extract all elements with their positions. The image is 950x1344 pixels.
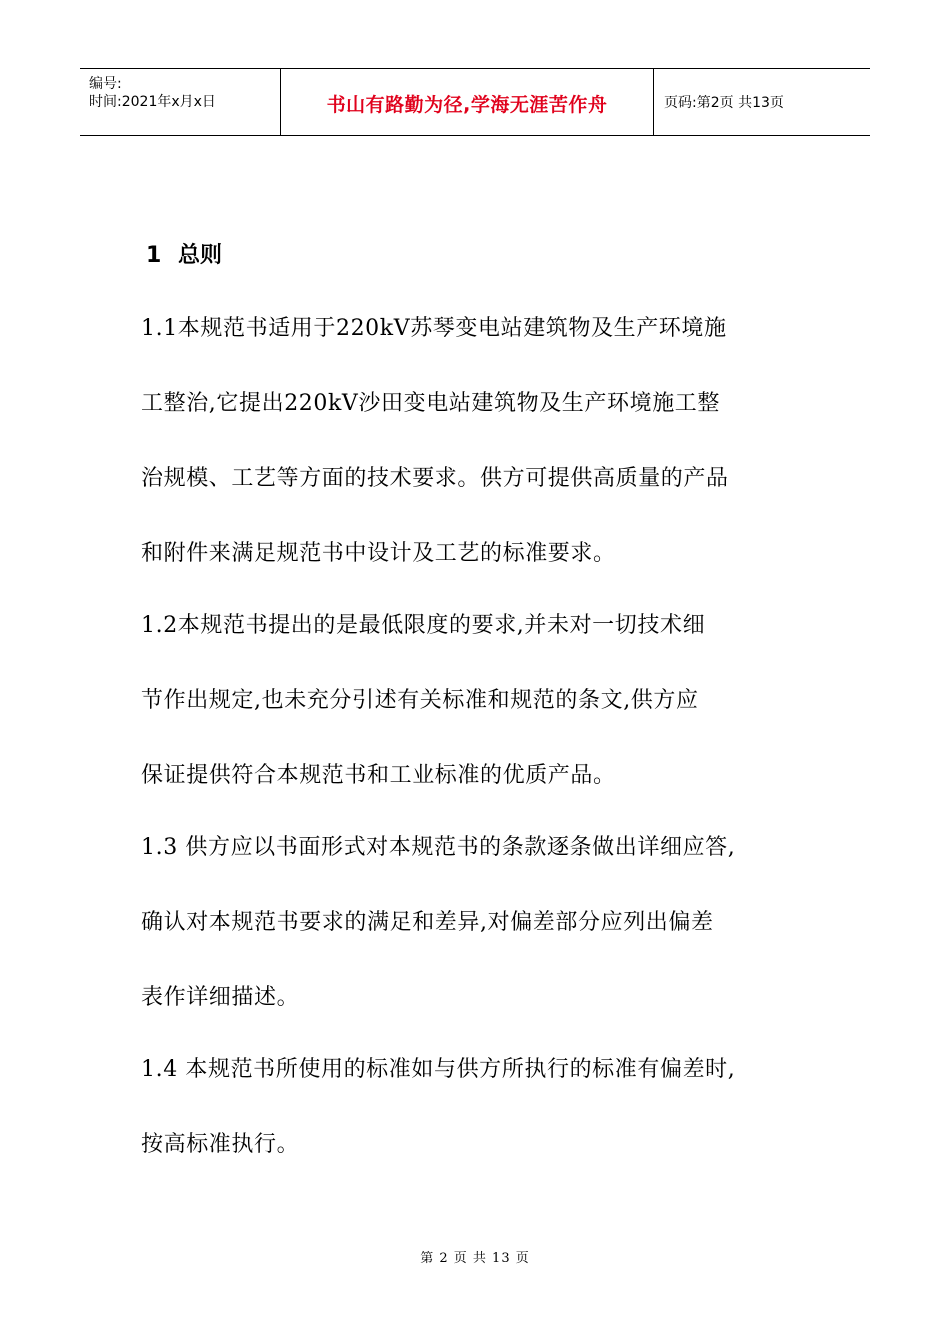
page-header <box>80 68 870 136</box>
header-meta-cell <box>80 69 281 135</box>
body-line: 确认对本规范书要求的满足和差异,对偏差部分应列出偏差 <box>141 910 714 935</box>
document-time-label: 时间:2021年x月x日 <box>89 94 216 110</box>
header-motto-cell <box>281 69 654 135</box>
body-line: 和附件来满足规范书中设计及工艺的标准要求。 <box>141 541 616 566</box>
body-line: 按高标准执行。 <box>141 1132 300 1157</box>
section-title: 总则 <box>178 243 223 268</box>
header-page-info: 页码:第2页 共13页 <box>664 95 784 111</box>
body-line: 工整治,它提出220kV沙田变电站建筑物及生产环境施工整 <box>141 391 721 416</box>
body-line: 1.1本规范书适用于220kV苏琴变电站建筑物及生产环境施 <box>141 316 727 341</box>
body-line: 表作详细描述。 <box>141 985 300 1010</box>
body-line: 1.4 本规范书所使用的标准如与供方所执行的标准有偏差时, <box>141 1057 736 1082</box>
section-number: 1 <box>146 243 162 268</box>
body-line: 1.3 供方应以书面形式对本规范书的条款逐条做出详细应答, <box>141 835 736 860</box>
body-line: 节作出规定,也未充分引述有关标准和规范的条文,供方应 <box>141 688 699 713</box>
body-line: 治规模、工艺等方面的技术要求。供方可提供高质量的产品 <box>141 466 729 491</box>
header-motto: 书山有路勤为径,学海无涯苦作舟 <box>326 93 608 116</box>
body-line: 1.2本规范书提出的是最低限度的要求,并未对一切技术细 <box>141 613 706 638</box>
body-line: 保证提供符合本规范书和工业标准的优质产品。 <box>141 763 616 788</box>
page-footer: 第 2 页 共 13 页 <box>420 1251 530 1266</box>
document-number-label: 编号: <box>89 76 122 92</box>
section-heading <box>146 238 222 269</box>
header-page-cell <box>654 69 870 135</box>
